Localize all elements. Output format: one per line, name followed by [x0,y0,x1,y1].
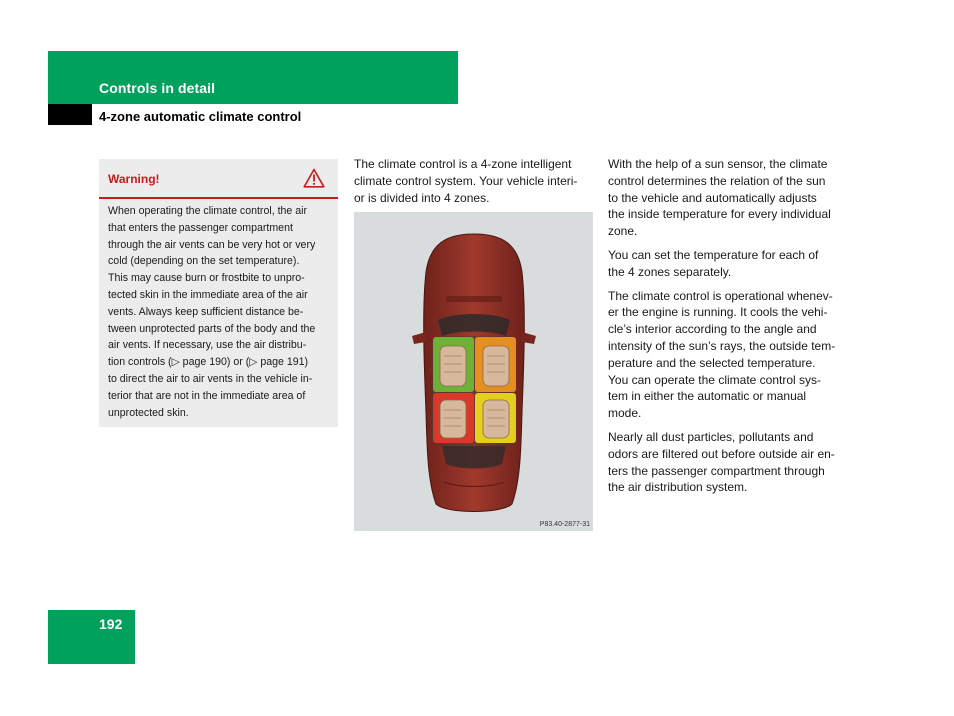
text-line: With the help of a sun sensor, the climate [608,157,828,171]
figure-code: P83.40-2877-31 [539,521,590,528]
text-line: to the vehicle and automatically adjusts [608,190,817,205]
text-line: the air distribution system. [608,480,748,495]
section-title: Controls in detail [99,80,216,96]
warning-triangle-icon [303,168,325,188]
paragraph-sun-sensor [608,156,852,240]
text-line: climate control system. Your vehicle interi- [354,173,578,188]
paragraph-zones [608,247,852,281]
warning-line: tween unprotected parts of the body and the [108,322,316,335]
header-band [48,51,458,104]
warning-line: This may cause burn or frostbite to unpro- [108,272,305,285]
paragraph-operational [608,288,852,422]
intro-paragraph [354,156,596,206]
warning-text [108,203,334,421]
text-line: zone. [608,224,638,239]
text-line: The climate control is a 4-zone intelligent [354,157,572,171]
warning-line: vents. Always keep sufficient distance be- [108,305,304,318]
seat-rear-right [483,400,509,438]
warning-line: unprotected skin. [108,406,189,419]
text-line: mode. [608,406,642,421]
text-line: cle’s interior according to the angle and [608,322,817,337]
page-number: 192 [99,616,123,632]
rear-window [442,446,506,469]
body-text-column [608,156,852,503]
seat-front-left [440,346,466,386]
warning-line: that enters the passenger compartment [108,221,293,234]
warning-header [99,159,338,199]
text-line: the inside temperature for every individual [608,207,831,222]
text-line: You can set the temperature for each of [608,247,819,262]
paragraph-filter [608,429,852,496]
text-line: intensity of the sun’s rays, the outside tem- [608,338,836,353]
seat-rear-left [440,400,466,438]
text-line: Nearly all dust particles, pollutants and [608,429,814,444]
text-line: or is divided into 4 zones. [354,190,490,205]
header-marker [48,104,92,125]
warning-line: tected skin in the immediate area of the air [108,288,308,301]
text-line: odors are filtered out before outside air en- [608,446,835,461]
text-line: ters the passenger compartment through [608,463,825,478]
warning-line: terior that are not in the immediate area of [108,389,306,402]
warning-label: Warning! [108,172,160,186]
text-line: perature and the selected temperature. [608,355,816,370]
text-line: the 4 zones separately. [608,264,732,279]
warning-line: cold (depending on the set temperature). [108,255,300,268]
text-line: The climate control is operational whenev- [608,288,833,303]
subsection-title: 4-zone automatic climate control [99,109,302,124]
text-line: You can operate the climate control sys- [608,372,822,387]
warning-box [99,159,338,427]
warning-line: to direct the air to air vents in the vehicle in- [108,372,313,385]
text-line: control determines the relation of the sun [608,173,826,188]
right-mirror [522,332,536,344]
left-mirror [412,332,426,344]
seat-front-right [483,346,509,386]
warning-line: tion controls (▷ page 190) or (▷ page 191) [108,356,309,369]
text-line: tem in either the automatic or manual [608,389,807,404]
warning-line: through the air vents can be very hot or very [108,238,316,251]
warning-line: air vents. If necessary, use the air distribu- [108,339,307,352]
warning-line: When operating the climate control, the air [108,205,308,217]
car-top-view-illustration [354,212,593,531]
text-line: er the engine is running. It cools the vehi- [608,305,828,320]
car-zones-figure [354,212,593,531]
